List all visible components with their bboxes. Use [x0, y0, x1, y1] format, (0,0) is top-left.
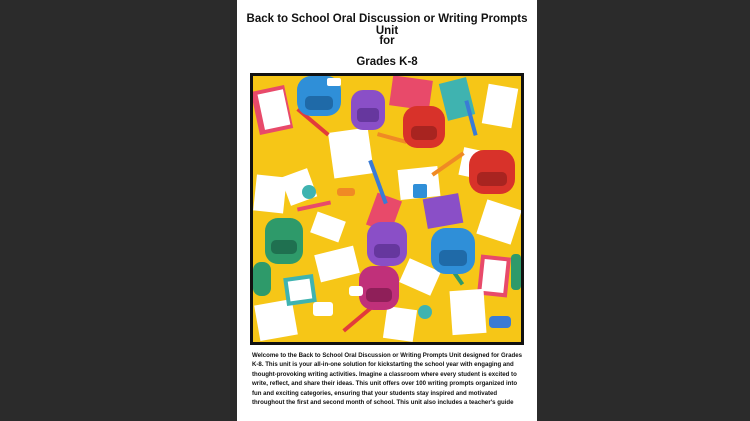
document-description: Welcome to the Back to School Oral Discussion or Writing Prompts Unit designed for Grades K-8. This unit is your all-in-one solution for kickstarting the school year with engaging and thought-provoking writing activities. Imagine a classroom where every student is excited to write, reflect, and share their ideas. This unit offers over 100 writing prompts organized into fun and exciting categories, ensuring that your students stay inspired and motivated throughout the first and second month of school. This unit also includes a teacher's guide	[252, 352, 522, 407]
document-title: Back to School Oral Discussion or Writing Prompts Unit	[246, 13, 528, 37]
document-title-grades: Grades K-8	[356, 56, 418, 68]
document-title-for: for	[379, 35, 395, 47]
cover-illustration	[250, 73, 524, 345]
document-page	[237, 0, 537, 421]
school-supplies-illustration	[253, 76, 521, 342]
